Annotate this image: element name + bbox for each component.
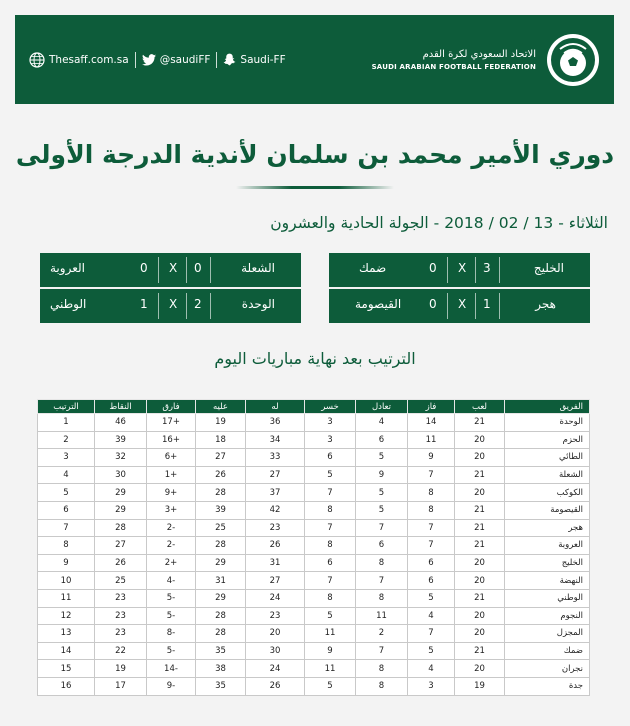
home-score: 0 [194,261,202,275]
federation-name-english: SAUDI ARABIAN FOOTBALL FEDERATION [371,62,536,71]
col-team: الفريق [505,400,590,414]
cell-rank: 14 [38,642,95,660]
cell-drawn: 8 [356,660,408,678]
match-result [329,253,590,287]
cell-played: 20 [455,660,505,678]
cell-diff: +17 [147,414,196,432]
cell-for: 20 [246,625,305,643]
home-team: الشعلة [241,261,275,275]
table-row [38,484,590,502]
cell-won: 7 [408,625,455,643]
cell-diff: -4 [147,572,196,590]
twitter-icon [142,54,156,66]
table-row [38,642,590,660]
divider [158,257,159,283]
cell-won: 5 [408,642,455,660]
cell-against: 38 [196,660,246,678]
home-score: 2 [194,297,202,311]
cell-for: 23 [246,607,305,625]
cell-points: 46 [95,414,147,432]
versus-mark: X [458,261,467,275]
snapchat-text: Saudi-FF [240,53,286,66]
cell-team: النهضة [505,572,590,590]
title-underline [236,186,394,189]
round-info: الثلاثاء - 13 / 02 / 2018 - الجولة الحادية والعشرون [270,214,608,232]
divider [475,293,476,319]
cell-points: 28 [95,519,147,537]
cell-team: جدة [505,677,590,695]
cell-points: 39 [95,431,147,449]
away-team: ضمك [359,261,387,275]
cell-points: 19 [95,660,147,678]
home-score: 3 [483,261,491,275]
cell-won: 7 [408,466,455,484]
cell-team: الحزم [505,431,590,449]
cell-rank: 6 [38,501,95,519]
separator [216,52,217,68]
cell-team: الطائي [505,449,590,467]
table-row [38,607,590,625]
cell-diff: +16 [147,431,196,449]
table-row [38,431,590,449]
cell-lost: 7 [305,572,356,590]
cell-won: 7 [408,519,455,537]
cell-against: 28 [196,537,246,555]
cell-drawn: 7 [356,642,408,660]
cell-played: 21 [455,414,505,432]
cell-lost: 3 [305,431,356,449]
cell-team: المجزل [505,625,590,643]
cell-rank: 5 [38,484,95,502]
col-drawn: تعادل [356,400,408,414]
cell-points: 23 [95,607,147,625]
cell-drawn: 7 [356,519,408,537]
cell-points: 23 [95,589,147,607]
cell-rank: 1 [38,414,95,432]
cell-won: 9 [408,449,455,467]
cell-won: 3 [408,677,455,695]
away-score: 0 [429,261,437,275]
cell-lost: 5 [305,607,356,625]
cell-played: 21 [455,537,505,555]
cell-for: 42 [246,501,305,519]
table-row [38,625,590,643]
col-won: فاز [408,400,455,414]
cell-for: 24 [246,589,305,607]
cell-rank: 16 [38,677,95,695]
snapchat-icon [223,53,236,66]
cell-lost: 7 [305,484,356,502]
cell-played: 21 [455,466,505,484]
cell-lost: 11 [305,660,356,678]
cell-for: 27 [246,466,305,484]
cell-points: 30 [95,466,147,484]
cell-against: 19 [196,414,246,432]
cell-against: 29 [196,554,246,572]
cell-rank: 9 [38,554,95,572]
cell-team: هجر [505,519,590,537]
cell-lost: 7 [305,519,356,537]
cell-played: 20 [455,484,505,502]
match-result [40,253,301,287]
away-score: 0 [429,297,437,311]
cell-played: 20 [455,607,505,625]
cell-lost: 8 [305,589,356,607]
cell-rank: 4 [38,466,95,484]
cell-drawn: 6 [356,537,408,555]
page-title: دوري الأمير محمد بن سلمان لأندية الدرجة الأولى [15,140,615,169]
cell-played: 20 [455,572,505,590]
cell-diff: -14 [147,660,196,678]
cell-lost: 9 [305,642,356,660]
cell-won: 5 [408,589,455,607]
cell-team: نجران [505,660,590,678]
cell-points: 23 [95,625,147,643]
home-score: 1 [483,297,491,311]
cell-team: الوحدة [505,414,590,432]
twitter-text: @saudiFF [159,53,211,66]
cell-against: 26 [196,466,246,484]
table-row [38,537,590,555]
cell-won: 6 [408,572,455,590]
home-team: هجر [535,297,556,311]
cell-rank: 3 [38,449,95,467]
cell-for: 36 [246,414,305,432]
cell-for: 37 [246,484,305,502]
cell-team: القيصومة [505,501,590,519]
cell-won: 8 [408,501,455,519]
table-row [38,466,590,484]
table-row [38,414,590,432]
cell-points: 22 [95,642,147,660]
cell-played: 21 [455,642,505,660]
cell-won: 7 [408,537,455,555]
col-lost: خسر [305,400,356,414]
cell-diff: -9 [147,677,196,695]
col-rank: الترتيب [38,400,95,414]
cell-against: 18 [196,431,246,449]
cell-drawn: 5 [356,449,408,467]
cell-points: 32 [95,449,147,467]
cell-for: 34 [246,431,305,449]
cell-played: 21 [455,519,505,537]
cell-rank: 2 [38,431,95,449]
divider [210,257,211,283]
cell-team: الكوكب [505,484,590,502]
cell-won: 4 [408,607,455,625]
header-banner [15,15,614,104]
cell-diff: +2 [147,554,196,572]
home-team: الوحدة [241,297,275,311]
cell-against: 27 [196,449,246,467]
cell-won: 4 [408,660,455,678]
versus-mark: X [169,261,178,275]
cell-diff: +6 [147,449,196,467]
cell-drawn: 7 [356,572,408,590]
cell-lost: 5 [305,677,356,695]
cell-team: الخليج [505,554,590,572]
cell-won: 8 [408,484,455,502]
cell-drawn: 2 [356,625,408,643]
away-team: الوطني [50,297,87,311]
cell-rank: 12 [38,607,95,625]
social-links [29,52,286,68]
table-header-row [38,400,590,414]
cell-against: 28 [196,607,246,625]
cell-lost: 11 [305,625,356,643]
table-row [38,572,590,590]
cell-lost: 5 [305,466,356,484]
cell-won: 14 [408,414,455,432]
away-score: 0 [140,261,148,275]
table-row [38,449,590,467]
versus-mark: X [458,297,467,311]
cell-points: 26 [95,554,147,572]
home-team: الخليج [533,261,564,275]
cell-drawn: 8 [356,677,408,695]
cell-rank: 7 [38,519,95,537]
cell-diff: +1 [147,466,196,484]
cell-played: 20 [455,449,505,467]
cell-rank: 8 [38,537,95,555]
divider [186,293,187,319]
standings-title: الترتيب بعد نهاية مباريات اليوم [214,349,416,368]
cell-drawn: 5 [356,484,408,502]
cell-against: 35 [196,677,246,695]
cell-for: 23 [246,519,305,537]
cell-for: 33 [246,449,305,467]
away-score: 1 [140,297,148,311]
cell-drawn: 6 [356,431,408,449]
separator [135,52,136,68]
cell-points: 17 [95,677,147,695]
table-row [38,554,590,572]
table-row [38,660,590,678]
globe-icon [29,52,45,68]
divider [447,293,448,319]
cell-lost: 6 [305,449,356,467]
cell-for: 26 [246,677,305,695]
match-result [40,289,301,323]
divider [499,257,500,283]
website-text: Thesaff.com.sa [49,53,129,66]
col-for: له [246,400,305,414]
cell-won: 6 [408,554,455,572]
cell-against: 28 [196,484,246,502]
cell-drawn: 8 [356,589,408,607]
cell-lost: 8 [305,501,356,519]
away-team: العروبة [50,261,85,275]
cell-drawn: 11 [356,607,408,625]
divider [210,293,211,319]
cell-drawn: 9 [356,466,408,484]
snapchat-link[interactable] [223,53,285,66]
cell-drawn: 8 [356,554,408,572]
cell-played: 19 [455,677,505,695]
cell-rank: 10 [38,572,95,590]
cell-played: 20 [455,554,505,572]
cell-team: الوطني [505,589,590,607]
cell-played: 21 [455,589,505,607]
cell-for: 24 [246,660,305,678]
cell-diff: +9 [147,484,196,502]
federation-brand [372,33,600,87]
cell-against: 39 [196,501,246,519]
cell-diff: -5 [147,607,196,625]
away-team: القيصومة [355,297,402,311]
cell-against: 29 [196,589,246,607]
cell-diff: -5 [147,589,196,607]
cell-diff: -2 [147,519,196,537]
cell-for: 30 [246,642,305,660]
divider [499,293,500,319]
website-link[interactable] [29,52,129,68]
cell-against: 31 [196,572,246,590]
col-played: لعب [455,400,505,414]
cell-diff: +3 [147,501,196,519]
cell-rank: 15 [38,660,95,678]
cell-for: 31 [246,554,305,572]
cell-points: 25 [95,572,147,590]
cell-diff: -8 [147,625,196,643]
divider [186,257,187,283]
cell-played: 20 [455,431,505,449]
cell-team: النجوم [505,607,590,625]
cell-drawn: 5 [356,501,408,519]
col-points: النقاط [95,400,147,414]
standings-table [37,399,590,696]
cell-diff: -5 [147,642,196,660]
cell-team: الشعلة [505,466,590,484]
cell-for: 26 [246,537,305,555]
cell-points: 29 [95,484,147,502]
cell-team: العروبة [505,537,590,555]
cell-points: 27 [95,537,147,555]
divider [475,257,476,283]
table-row [38,501,590,519]
divider [447,257,448,283]
cell-against: 25 [196,519,246,537]
cell-team: ضمك [505,642,590,660]
cell-rank: 11 [38,589,95,607]
twitter-link[interactable] [142,54,211,66]
cell-played: 20 [455,625,505,643]
divider [158,293,159,319]
cell-played: 21 [455,501,505,519]
versus-mark: X [169,297,178,311]
col-against: عليه [196,400,246,414]
cell-points: 29 [95,501,147,519]
cell-rank: 13 [38,625,95,643]
cell-against: 35 [196,642,246,660]
cell-drawn: 4 [356,414,408,432]
cell-against: 28 [196,625,246,643]
match-result [329,289,590,323]
cell-diff: -2 [147,537,196,555]
federation-logo [546,33,600,87]
table-row [38,677,590,695]
cell-lost: 6 [305,554,356,572]
table-row [38,589,590,607]
federation-name-arabic: الاتحاد السعودي لكرة القدم [422,48,536,60]
cell-won: 11 [408,431,455,449]
table-row [38,519,590,537]
cell-lost: 3 [305,414,356,432]
cell-for: 27 [246,572,305,590]
cell-lost: 8 [305,537,356,555]
col-diff: فارق [147,400,196,414]
